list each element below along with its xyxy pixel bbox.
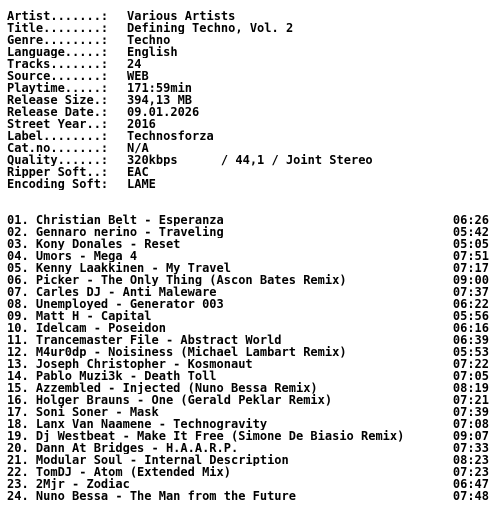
info-value: Techno (127, 34, 171, 46)
track-row (7, 466, 489, 478)
info-row (7, 34, 489, 46)
track-row (7, 262, 489, 274)
info-label: Ripper Soft..: (7, 166, 109, 178)
track-duration: 07:21 (452, 394, 489, 406)
section-gap (7, 190, 489, 214)
info-row (7, 58, 489, 70)
track-row (7, 418, 489, 430)
track-title: 12. M4ur0dp - Noisiness (Michael Lambart Remix) (7, 346, 347, 358)
info-value: Technosforza (127, 130, 214, 142)
info-value: 394,13 MB (127, 94, 193, 106)
info-row (7, 10, 489, 22)
track-duration: 09:07 (452, 430, 489, 442)
info-value: Defining Techno, Vol. 2 (127, 22, 294, 34)
info-row (7, 142, 489, 154)
track-duration: 07:39 (452, 406, 489, 418)
info-row (7, 118, 489, 130)
info-label: Release Date.: (7, 106, 109, 118)
track-title: 01. Christian Belt - Esperanza (7, 214, 224, 226)
info-label: Language.....: (7, 46, 109, 58)
track-row (7, 394, 489, 406)
track-title: 04. Umors - Mega 4 (7, 250, 138, 262)
track-row (7, 322, 489, 334)
info-value: 320kbps / 44,1 / Joint Stereo (127, 154, 373, 166)
track-title: 15. Azzembled - Injected (Nuno Bessa Remix) (7, 382, 318, 394)
track-title: 24. Nuno Bessa - The Man from the Future (7, 490, 296, 502)
info-row (7, 166, 489, 178)
track-row (7, 406, 489, 418)
track-title: 21. Modular Soul - Internal Description (7, 454, 289, 466)
track-row (7, 274, 489, 286)
track-duration: 07:48 (452, 490, 489, 502)
track-title: 19. Dj Westbeat - Make It Free (Simone De Biasio Remix) (7, 430, 405, 442)
info-value: 24 (127, 58, 142, 70)
info-row (7, 130, 489, 142)
track-row (7, 442, 489, 454)
track-duration: 06:26 (452, 214, 489, 226)
track-row (7, 334, 489, 346)
info-label: Tracks.......: (7, 58, 109, 70)
track-row (7, 358, 489, 370)
track-title: 17. Soni Soner - Mask (7, 406, 159, 418)
track-duration: 07:23 (452, 466, 489, 478)
track-title: 18. Lanx Van Naamene - Technogravity (7, 418, 268, 430)
track-duration: 05:42 (452, 226, 489, 238)
track-title: 02. Gennaro nerino - Traveling (7, 226, 224, 238)
info-label: Encoding Soft: (7, 178, 109, 190)
info-row (7, 46, 489, 58)
track-title: 11. Trancemaster File - Abstract World (7, 334, 282, 346)
info-label: Quality......: (7, 154, 109, 166)
track-title: 05. Kenny Laakkinen - My Travel (7, 262, 231, 274)
info-row (7, 22, 489, 34)
track-title: 10. Idelcam - Poseidon (7, 322, 166, 334)
track-duration: 09:00 (452, 274, 489, 286)
info-value: 2016 (127, 118, 156, 130)
info-row (7, 154, 489, 166)
track-duration: 06:22 (452, 298, 489, 310)
track-duration: 05:05 (452, 238, 489, 250)
info-label: Release Size.: (7, 94, 109, 106)
track-title: 09. Matt H - Capital (7, 310, 152, 322)
track-row (7, 250, 489, 262)
info-value: 171:59min (127, 82, 193, 94)
track-duration: 07:33 (452, 442, 489, 454)
info-row (7, 82, 489, 94)
track-duration: 06:39 (452, 334, 489, 346)
track-duration: 05:56 (452, 310, 489, 322)
track-title: 16. Holger Brauns - One (Gerald Peklar Remix) (7, 394, 333, 406)
info-value: N/A (127, 142, 149, 154)
tracklist (7, 214, 489, 502)
track-row (7, 298, 489, 310)
track-duration: 07:17 (452, 262, 489, 274)
track-duration: 07:51 (452, 250, 489, 262)
track-duration: 07:22 (452, 358, 489, 370)
track-duration: 07:08 (452, 418, 489, 430)
track-duration: 07:37 (452, 286, 489, 298)
track-row (7, 454, 489, 466)
track-title: 08. Unemployed - Generator 003 (7, 298, 224, 310)
info-value: LAME (127, 178, 156, 190)
info-label: Artist.......: (7, 10, 109, 22)
track-row (7, 382, 489, 394)
info-label: Title........: (7, 22, 109, 34)
track-row (7, 478, 489, 490)
track-duration: 05:53 (452, 346, 489, 358)
info-value: WEB (127, 70, 149, 82)
info-label: Source.......: (7, 70, 109, 82)
track-title: 20. Dann At Bridges - H.A.A.R.P. (7, 442, 239, 454)
track-title: 23. 2Mjr - Zodiac (7, 478, 130, 490)
info-value: 09.01.2026 (127, 106, 200, 118)
info-row (7, 106, 489, 118)
track-row (7, 430, 489, 442)
info-value: EAC (127, 166, 149, 178)
info-value: English (127, 46, 178, 58)
release-info-list (7, 10, 489, 190)
release-info-document (7, 10, 489, 502)
info-label: Cat.no.......: (7, 142, 109, 154)
track-title: 14. Pablo Muzi3k - Death Toll (7, 370, 217, 382)
info-label: Label........: (7, 130, 109, 142)
track-duration: 07:05 (452, 370, 489, 382)
track-duration: 06:47 (452, 478, 489, 490)
track-duration: 08:19 (452, 382, 489, 394)
info-label: Genre........: (7, 34, 109, 46)
info-value: Various Artists (127, 10, 236, 22)
track-row (7, 226, 489, 238)
track-duration: 06:16 (452, 322, 489, 334)
track-row (7, 286, 489, 298)
track-duration: 08:23 (452, 454, 489, 466)
info-label: Playtime.....: (7, 82, 109, 94)
track-row (7, 310, 489, 322)
track-row (7, 490, 489, 502)
track-title: 13. Joseph Christopher - Kosmonaut (7, 358, 253, 370)
track-title: 22. TomDJ - Atom (Extended Mix) (7, 466, 231, 478)
info-row (7, 94, 489, 106)
track-title: 07. Carles DJ - Anti Maleware (7, 286, 217, 298)
info-row (7, 70, 489, 82)
info-label: Street Year..: (7, 118, 109, 130)
track-title: 06. Picker - The Only Thing (Ascon Bates Remix) (7, 274, 347, 286)
info-row (7, 178, 489, 190)
track-row (7, 370, 489, 382)
track-row (7, 238, 489, 250)
track-title: 03. Kony Donales - Reset (7, 238, 181, 250)
track-row (7, 346, 489, 358)
track-row (7, 214, 489, 226)
